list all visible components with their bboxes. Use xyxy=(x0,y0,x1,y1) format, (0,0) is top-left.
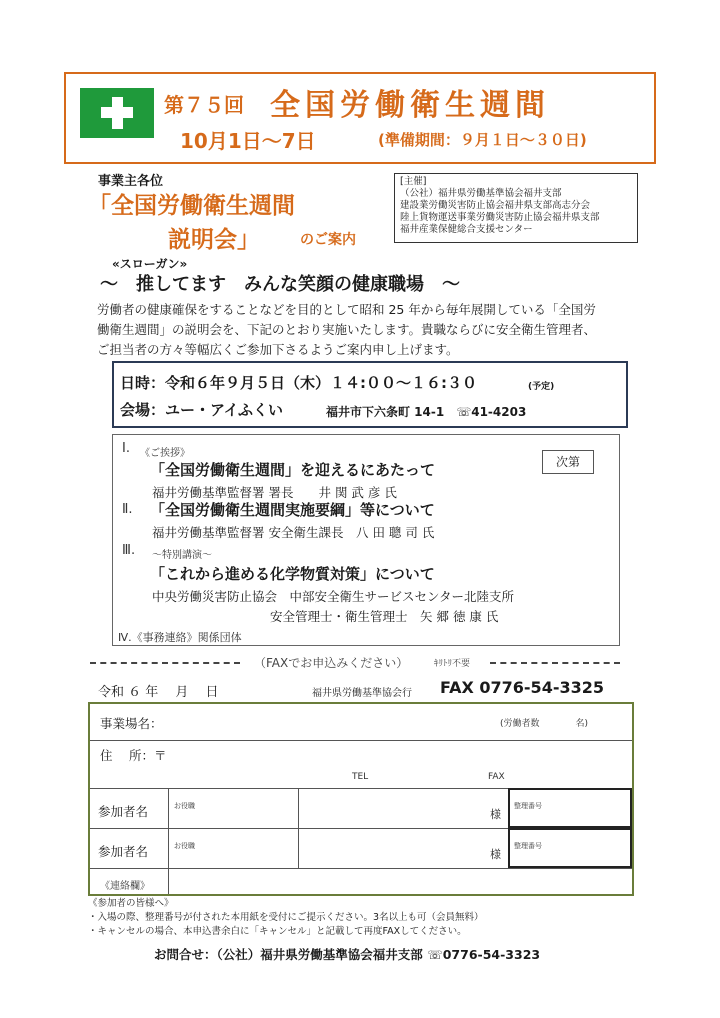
program-closing: Ⅳ.《事務連絡》関係団体 xyxy=(118,631,242,644)
event-datetime-note: (予定) xyxy=(528,382,555,392)
organizers-label: [主催] xyxy=(400,176,427,187)
organizers-box xyxy=(394,173,638,243)
program-tag: 次第 xyxy=(542,450,594,474)
contact-info: お問合せ：（公社）福井県労働基準協会福井支部 ☏0776-54-3323 xyxy=(154,947,541,962)
note-line: ・入場の際、整理番号が付された本用紙を受付にご提示ください。3名以上も可（会員無料） xyxy=(88,912,484,923)
form-col-divider xyxy=(298,788,299,868)
program-item-3-speaker: 中央労働災害防止協会 中部安全衛生サービスセンター北陸支所 xyxy=(152,589,515,604)
notes-heading: 《参加者の皆様へ》 xyxy=(88,898,174,909)
address-label: 住 所：〒 xyxy=(100,748,167,763)
edition-label: 第７５回 xyxy=(164,93,244,117)
organizer-4: 福井産業保健総合支援センター xyxy=(400,224,533,235)
application-form xyxy=(88,702,634,896)
week-dates: 10月1日～7日 xyxy=(180,129,316,153)
cut-line-left xyxy=(90,662,240,664)
addressee: 事業主各位 xyxy=(98,174,164,189)
participant-label-2: 参加者名 xyxy=(98,844,149,859)
program-item-3-title: 「これから進める化学物質対策」について xyxy=(150,565,435,583)
participant-label-1: 参加者名 xyxy=(98,804,149,819)
fax-apply-text: （FAXでお申込みください） xyxy=(254,656,409,670)
program-item-2-speaker: 福井労働基準監督署 安全衛生課長 八 田 聰 司 氏 xyxy=(152,525,435,540)
program-item-2-title: 「全国労働衛生週間実施要綱」等について xyxy=(150,501,435,519)
cross-horizontal xyxy=(101,107,133,118)
organizer-1: （公社）福井県労働基準協会福井支部 xyxy=(400,188,562,199)
tel-label: TEL xyxy=(352,772,369,782)
form-date: 令和 ６ 年 月 日 xyxy=(98,685,219,700)
honorific-1: 様 xyxy=(490,808,501,821)
registration-label-1: 整理番号 xyxy=(514,802,542,810)
workers-count-label: (労働者数 名) xyxy=(500,719,589,729)
fax-label: FAX xyxy=(488,772,505,782)
form-col-divider xyxy=(168,788,169,894)
participant-role-2: お役職 xyxy=(174,842,195,850)
organizer-3: 陸上貨物運送事業労働災害防止協会福井県支部 xyxy=(400,212,600,223)
form-divider xyxy=(90,740,632,741)
fax-number: FAX 0776-54-3325 xyxy=(440,678,604,697)
info-heading-suffix: のご案内 xyxy=(300,232,356,248)
program-item-1-num: Ⅰ. xyxy=(122,441,130,456)
info-heading-2: 説明会」 xyxy=(168,227,260,253)
program-item-1-note: 《ご挨拶》 xyxy=(140,448,190,459)
program-item-1-speaker: 福井労働基準監督署 署長 井 関 武 彦 氏 xyxy=(152,485,397,500)
cut-text: ｷﾘﾄﾘ不要 xyxy=(434,659,471,669)
program-item-3-num: Ⅲ. xyxy=(122,543,136,558)
event-venue-address: 福井市下六条町 14-1 ☏41-4203 xyxy=(326,405,527,419)
slogan: ～ 推してます みんな笑顔の健康職場 ～ xyxy=(100,274,460,295)
notes xyxy=(88,897,484,939)
intro-body xyxy=(97,300,657,360)
info-heading-1: 「全国労働衛生週間 xyxy=(88,193,295,219)
honorific-2: 様 xyxy=(490,848,501,861)
intro-line: ご担当者の方々等幅広くご参加下さるようご案内申し上げます。 xyxy=(97,342,459,357)
form-divider xyxy=(90,868,632,869)
program-item-1-title: 「全国労働衛生週間」を迎えるにあたって xyxy=(150,461,436,479)
event-datetime: 日時：令和６年９月５日（木）１４:００～１６:３０ xyxy=(120,374,477,392)
intro-line: 働衛生週間」の説明会を、下記のとおり実施いたします。貴職ならびに安全衛生管理者、 xyxy=(97,322,597,337)
first-aid-cross-icon xyxy=(80,88,154,138)
program-item-2-num: Ⅱ. xyxy=(122,502,133,517)
event-venue: 会場：ユー・アイふくい xyxy=(120,401,284,419)
participant-role-1: お役職 xyxy=(174,802,195,810)
contact-column-label: 《連絡欄》 xyxy=(100,881,150,892)
fax-to: 福井県労働基準協会行 xyxy=(312,688,412,699)
program-item-3-note: ～特別講演～ xyxy=(152,550,212,561)
page-title: 全国労働衛生週間 xyxy=(270,88,550,123)
program-item-3-speaker2: 安全管理士・衛生管理士 矢 郷 徳 康 氏 xyxy=(270,609,499,624)
registration-label-2: 整理番号 xyxy=(514,842,542,850)
organizer-2: 建設業労働災害防止協会福井県支部高志分会 xyxy=(400,200,591,211)
slogan-label: «スローガン» xyxy=(112,257,188,271)
business-name-label: 事業場名： xyxy=(100,716,163,731)
prep-period: (準備期間：９月１日～３０日) xyxy=(378,131,587,149)
note-line: ・キャンセルの場合、本申込書余白に「キャンセル」と記載して再度FAXしてください。 xyxy=(88,926,467,937)
intro-line: 労働者の健康確保をすることなどを目的として昭和 25 年から毎年展開している「全国労 xyxy=(97,302,596,317)
cut-line-right xyxy=(490,662,620,664)
